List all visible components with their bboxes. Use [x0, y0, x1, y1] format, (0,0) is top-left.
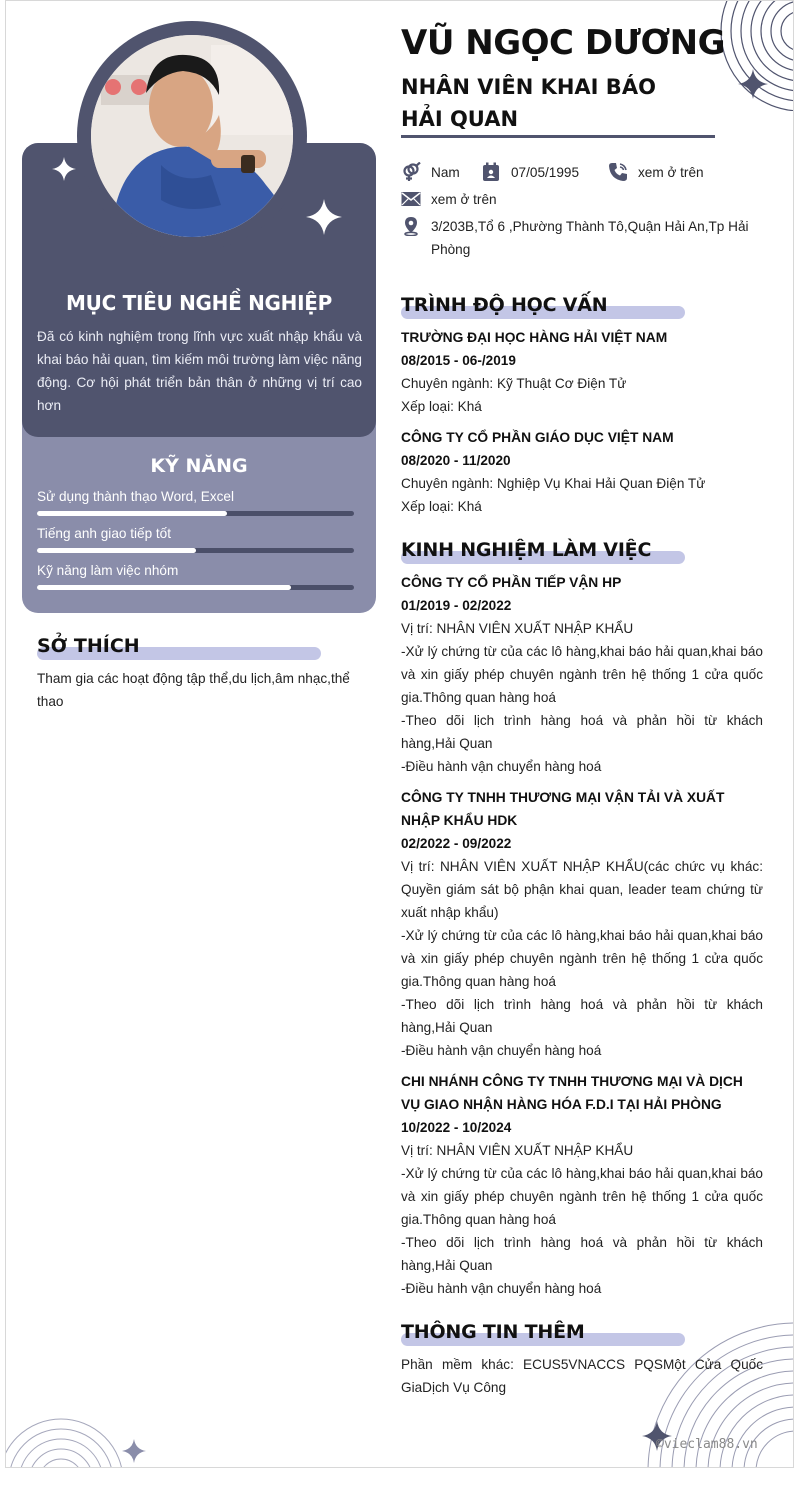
avatar: [91, 35, 293, 237]
experience-task: -Theo dõi lịch trình hàng hoá và phản hồi từ khách hàng,Hải Quan: [401, 713, 763, 751]
skill-bar: [37, 511, 354, 516]
calendar-icon: [481, 161, 503, 183]
skill-bar: [37, 548, 354, 553]
address-value: 3/203B,Tổ 6 ,Phường Thành Tô,Quận Hải An,Tp Hải Phòng: [431, 219, 749, 257]
skill-item: [37, 563, 354, 590]
additional-info-item: [401, 1353, 763, 1399]
experience-item: [401, 571, 763, 778]
education-item: [401, 426, 763, 518]
gender-value: Nam: [431, 165, 460, 180]
education-title: TRÌNH ĐỘ HỌC VẤN: [401, 294, 608, 316]
experience-task: -Theo dõi lịch trình hàng hoá và phản hồi từ khách hàng,Hải Quan: [401, 997, 763, 1035]
sparkle-icon: [52, 157, 76, 181]
additional-info-text: Phần mềm khác: ECUS5VNACCS PQSMột Cửa Quốc GiaDịch Vụ Công: [401, 1357, 763, 1395]
experience-task: -Xử lý chứng từ của các lô hàng,khai báo hải quan,khai báo và xin giấy phép chuyên ngành trên hệ thống 1 cửa quốc gia.Thông quan hàng hoá: [401, 928, 763, 989]
experience-period: 02/2022 - 09/2022: [401, 836, 512, 851]
gender-icon: [401, 161, 423, 183]
experience-position: Vị trí: NHÂN VIÊN XUẤT NHẬP KHẨU: [401, 1143, 634, 1158]
contact-birthday: [481, 161, 579, 184]
education-major: Chuyên ngành: Kỹ Thuật Cơ Điện Tử: [401, 376, 627, 391]
education-period: 08/2020 - 11/2020: [401, 453, 511, 468]
education-grade: Xếp loại: Khá: [401, 499, 482, 514]
candidate-name: VŨ NGỌC DƯƠNG: [401, 23, 726, 63]
sparkle-icon: [738, 69, 768, 99]
experience-task: -Xử lý chứng từ của các lô hàng,khai báo hải quan,khai báo và xin giấy phép chuyên ngành trên hệ thống 1 cửa quốc gia.Thông quan hàng hoá: [401, 1166, 763, 1227]
education-school: CÔNG TY CỔ PHẦN GIÁO DỤC VIỆT NAM: [401, 430, 674, 445]
map-pin-icon: [401, 215, 423, 237]
experience-company: CHI NHÁNH CÔNG TY TNHH THƯƠNG MẠI VÀ DỊCH VỤ GIAO NHẬN HÀNG HÓA F.D.I TẠI HẢI PHÒNG: [401, 1074, 743, 1112]
decorative-rings-bottom-left: [6, 1411, 126, 1468]
job-title: [401, 71, 711, 135]
experience-position: Vị trí: NHÂN VIÊN XUẤT NHẬP KHẨU(các chức vụ khác: Quyền giám sát bộ phận khai quan, leader team chứng từ xuất nhập khẩu): [401, 859, 763, 920]
experience-item: [401, 1070, 763, 1300]
additional-info-title: THÔNG TIN THÊM: [401, 1321, 585, 1343]
skills-title: KỸ NĂNG: [150, 455, 248, 477]
envelope-icon: [401, 188, 423, 210]
sparkle-icon: [122, 1439, 146, 1463]
sparkle-icon: [306, 199, 342, 235]
education-grade: Xếp loại: Khá: [401, 399, 482, 414]
education-item: [401, 326, 763, 418]
experience-task: -Điều hành vận chuyển hàng hoá: [401, 1043, 602, 1058]
contact-email: [401, 188, 497, 211]
contact-gender: [401, 161, 460, 184]
contact-address: [401, 215, 756, 261]
skill-label: Kỹ năng làm việc nhóm: [37, 563, 179, 578]
skill-item: [37, 526, 354, 553]
contact-phone: [608, 161, 704, 184]
experience-task: -Điều hành vận chuyển hàng hoá: [401, 759, 602, 774]
experience-period: 10/2022 - 10/2024: [401, 1120, 512, 1135]
hobbies-title: SỞ THÍCH: [37, 635, 140, 657]
experience-period: 01/2019 - 02/2022: [401, 598, 512, 613]
objective-title: MỤC TIÊU NGHỀ NGHIỆP: [66, 291, 332, 315]
experience-task: -Xử lý chứng từ của các lô hàng,khai báo hải quan,khai báo và xin giấy phép chuyên ngành trên hệ thống 1 cửa quốc gia.Thông quan hàng hoá: [401, 644, 763, 705]
cv-page: [5, 0, 794, 1468]
objective-text: Đã có kinh nghiệm trong lĩnh vực xuất nhập khẩu và khai báo hải quan, tìm kiếm môi trường làm việc năng động. Cơ hội phát triển bản thân ở những vị trí cao hơn: [37, 329, 362, 413]
birthday-value: 07/05/1995: [511, 165, 580, 180]
education-major: Chuyên ngành: Nghiệp Vụ Khai Hải Quan Điện Tử: [401, 476, 706, 491]
skill-bar-fill: [37, 511, 227, 516]
experience-title: KINH NGHIỆM LÀM VIỆC: [401, 539, 652, 561]
experience-task: -Theo dõi lịch trình hàng hoá và phản hồi từ khách hàng,Hải Quan: [401, 1235, 763, 1273]
job-title-line: NHÂN VIÊN KHAI BÁO: [401, 75, 656, 99]
watermark: ©vieclam88.vn: [656, 1437, 758, 1452]
experience-position: Vị trí: NHÂN VIÊN XUẤT NHẬP KHẨU: [401, 621, 634, 636]
hobbies-text: Tham gia các hoạt động tập thể,du lịch,âm nhạc,thể thao: [37, 671, 350, 709]
skill-label: Tiếng anh giao tiếp tốt: [37, 526, 172, 541]
skill-bar: [37, 585, 354, 590]
education-school: TRƯỜNG ĐẠI HỌC HÀNG HẢI VIỆT NAM: [401, 330, 668, 345]
skill-item: [37, 489, 354, 516]
skill-label: Sử dụng thành thạo Word, Excel: [37, 489, 235, 504]
experience-company: CÔNG TY TNHH THƯƠNG MẠI VẬN TẢI VÀ XUẤT NHẬP KHẨU HDK: [401, 790, 725, 828]
job-title-line: HẢI QUAN: [401, 107, 519, 131]
skill-bar-fill: [37, 585, 291, 590]
title-divider: [401, 135, 715, 138]
email-value: xem ở trên: [431, 192, 497, 207]
phone-icon: [608, 161, 630, 183]
education-period: 08/2015 - 06-/2019: [401, 353, 516, 368]
phone-value: xem ở trên: [638, 165, 704, 180]
experience-task: -Điều hành vận chuyển hàng hoá: [401, 1281, 602, 1296]
experience-item: [401, 786, 763, 1062]
experience-company: CÔNG TY CỔ PHẦN TIẾP VẬN HP: [401, 575, 622, 590]
skill-bar-fill: [37, 548, 196, 553]
